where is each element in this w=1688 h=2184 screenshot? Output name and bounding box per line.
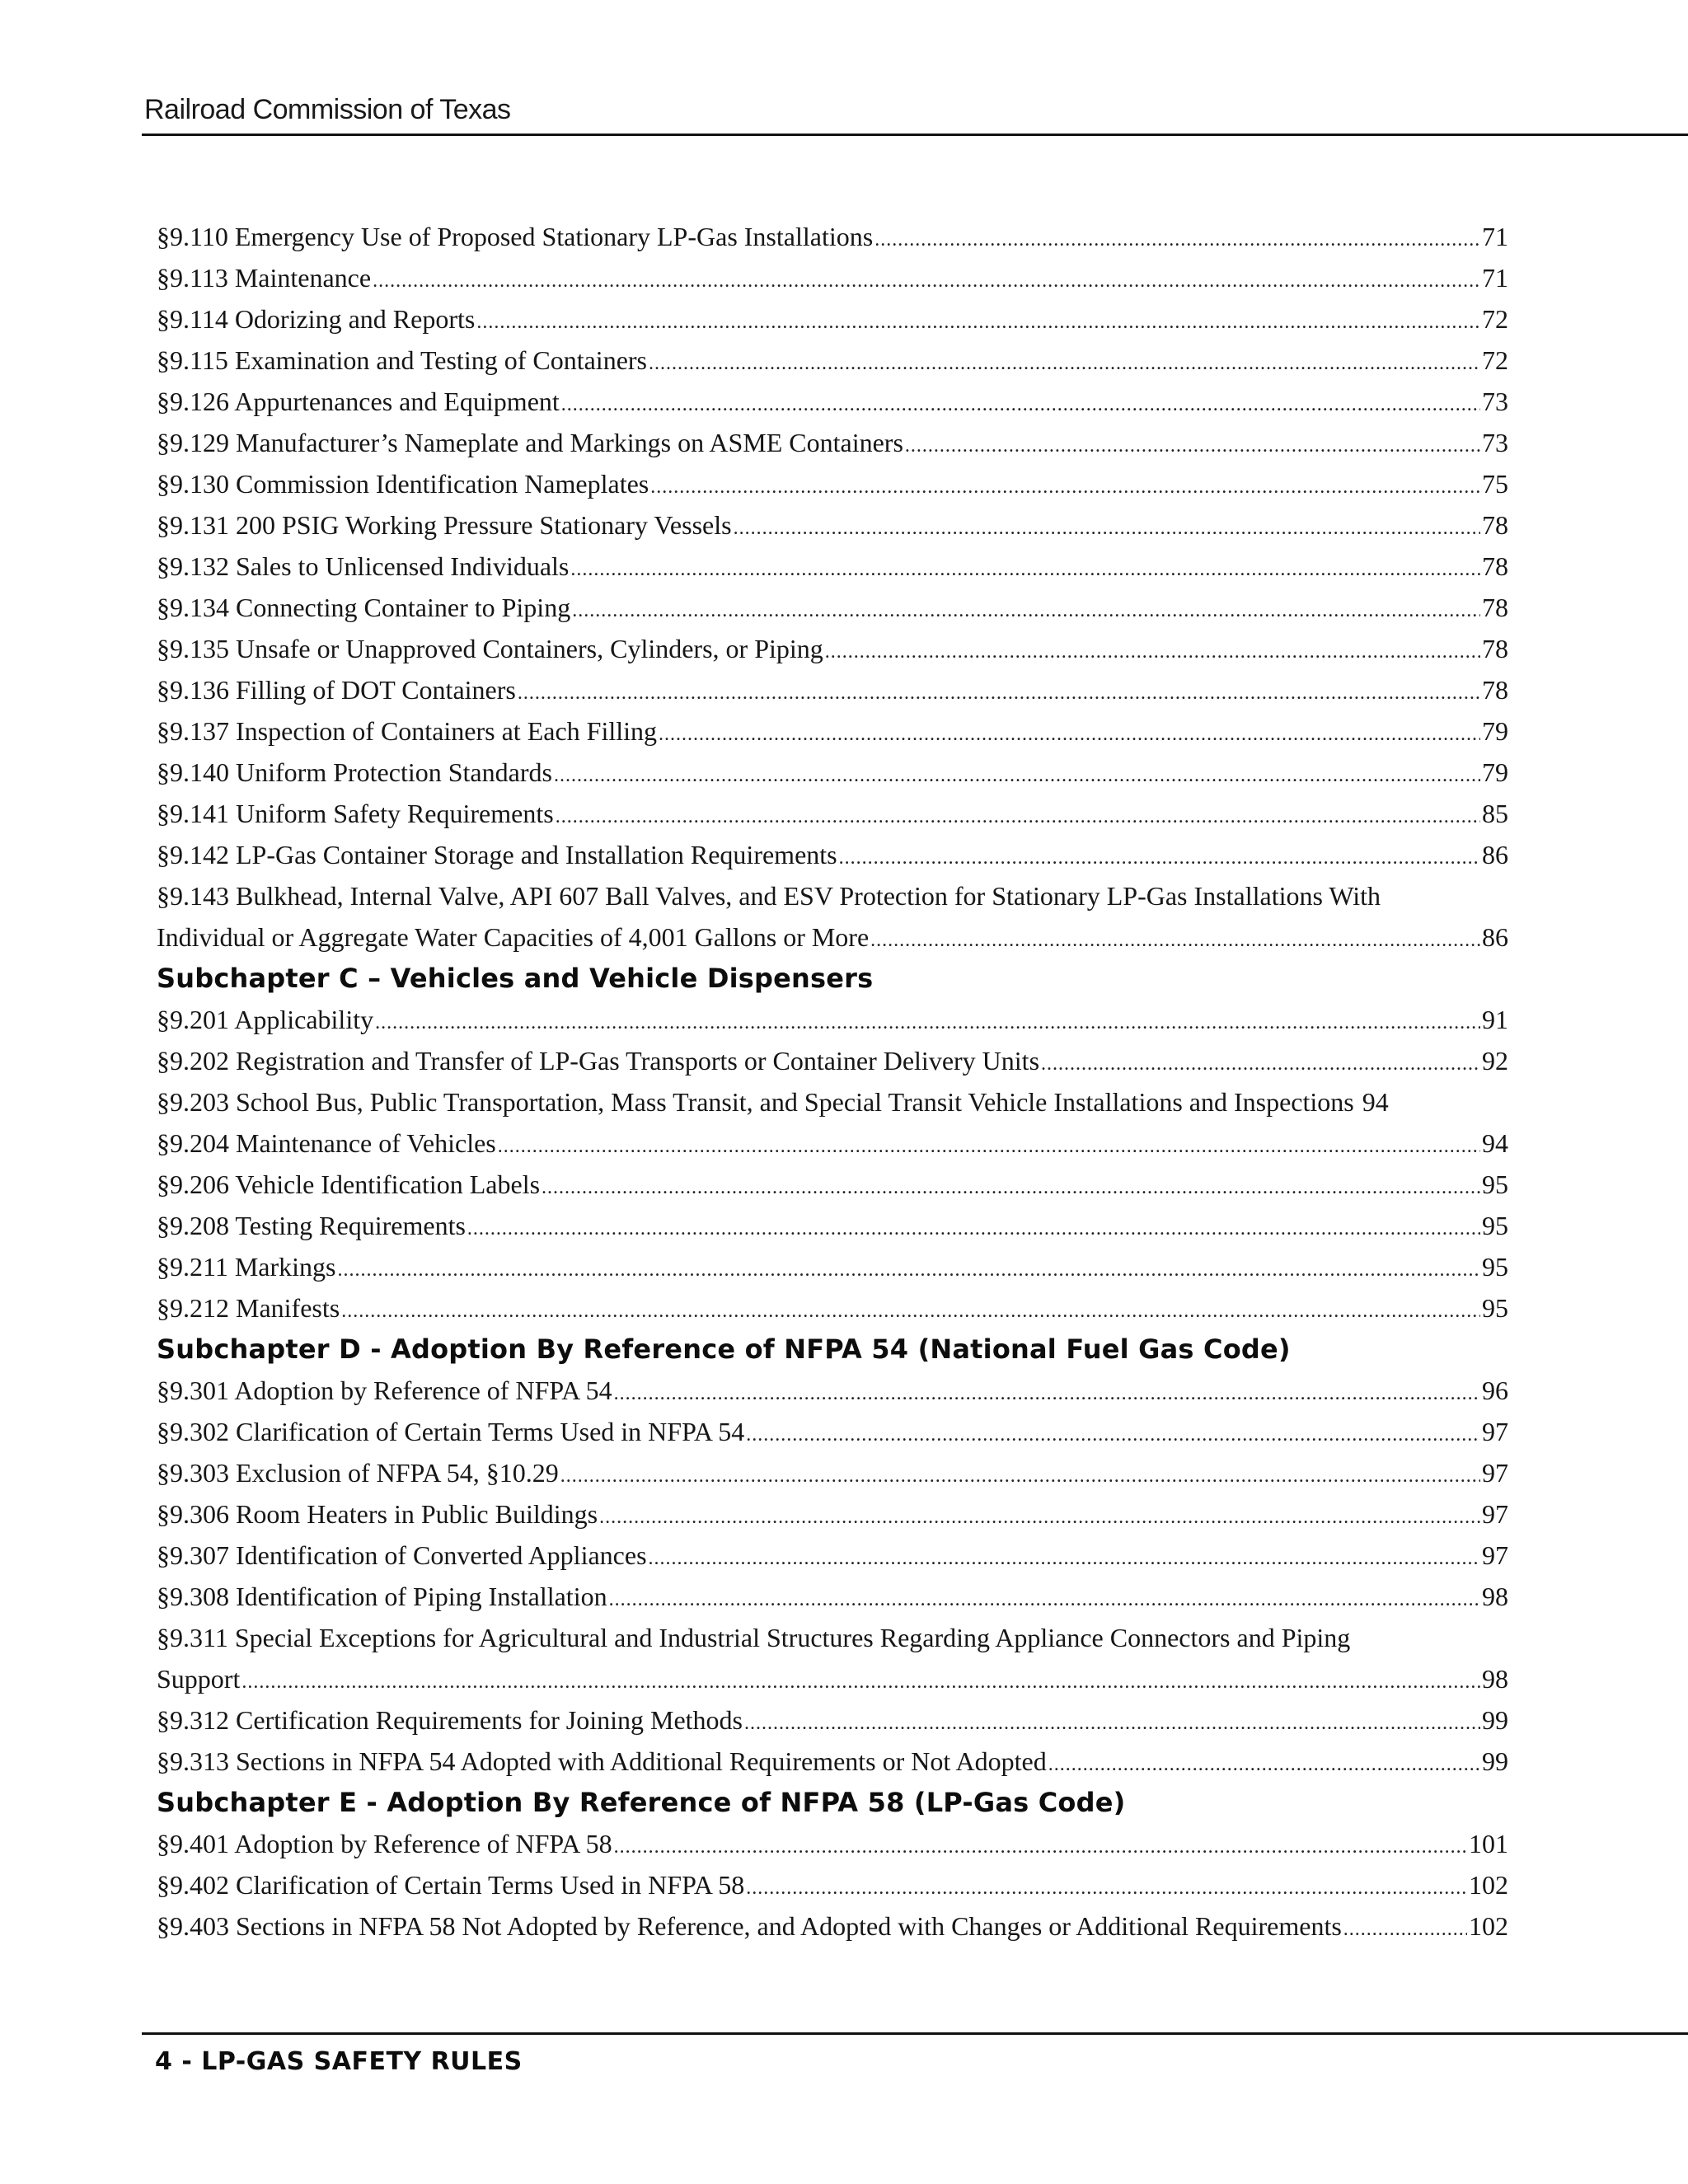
dot-leader — [556, 796, 1480, 837]
toc-entry — [157, 422, 1508, 463]
dot-leader — [572, 590, 1480, 631]
toc-entry-title-continued: Individual or Aggregate Water Capacities of 4,001 Gallons or More — [157, 922, 870, 952]
subchapter-heading: Subchapter E - Adoption By Reference of NFPA 58 (LP-Gas Code) — [157, 1787, 1126, 1818]
dot-leader — [614, 1373, 1480, 1414]
toc-entry-title: §9.143 Bulkhead, Internal Valve, API 607 Ball Valves, and ESV Protection for Stationary LP-Gas Installations With — [157, 881, 1381, 911]
toc-entry-page: 95 — [1482, 1211, 1508, 1240]
toc-entry-title: §9.211 Markings — [157, 1252, 336, 1282]
toc-entry-page: 102 — [1469, 1911, 1508, 1941]
toc-entry-page: 78 — [1482, 593, 1508, 622]
toc-entry — [157, 628, 1508, 669]
toc-entry — [157, 546, 1508, 587]
toc-entry-page: 97 — [1482, 1458, 1508, 1488]
dot-leader — [554, 755, 1480, 796]
toc-entry-title: §9.403 Sections in NFPA 58 Not Adopted by Reference, and Adopted with Changes or Additional Requirements — [157, 1911, 1342, 1941]
toc-entry-page: 72 — [1482, 304, 1508, 334]
toc-entry-title: §9.136 Filling of DOT Containers — [157, 675, 516, 705]
toc-entry-page: 73 — [1482, 387, 1508, 416]
dot-leader — [649, 1538, 1480, 1579]
toc-entry-page: 98 — [1482, 1582, 1508, 1611]
toc-entry — [157, 340, 1508, 381]
dot-leader — [337, 1249, 1480, 1291]
dot-leader — [570, 549, 1480, 590]
toc-entry-page: 71 — [1482, 263, 1508, 293]
toc-entry-title: §9.132 Sales to Unlicensed Individuals — [157, 551, 570, 581]
toc-entry-page: 94 — [1362, 1087, 1389, 1117]
dot-leader — [650, 466, 1480, 508]
dot-leader — [659, 714, 1480, 755]
subchapter-heading: Subchapter D - Adoption By Reference of NFPA 54 (National Fuel Gas Code) — [157, 1333, 1291, 1365]
toc-entry-page: 97 — [1482, 1417, 1508, 1446]
toc-entry-page: 91 — [1482, 1005, 1508, 1034]
toc-entry-page: 75 — [1482, 469, 1508, 499]
toc-entry — [157, 1287, 1508, 1329]
toc-entry — [157, 1823, 1508, 1864]
page-footer: 4 - LP-GAS SAFETY RULES — [155, 2047, 523, 2076]
toc-entry-title: §9.307 Identification of Converted Appliances — [157, 1540, 647, 1570]
toc-entry-title: §9.141 Uniform Safety Requirements — [157, 799, 554, 828]
dot-leader — [905, 425, 1480, 466]
toc-entry-page: 78 — [1482, 510, 1508, 540]
toc-entry-title: §9.137 Inspection of Containers at Each Filling — [157, 716, 657, 746]
dot-leader — [825, 631, 1480, 673]
toc-entry-page: 78 — [1482, 634, 1508, 663]
toc-entry-page: 95 — [1482, 1293, 1508, 1323]
toc-entry-title: §9.129 Manufacturer’s Nameplate and Markings on ASME Containers — [157, 428, 903, 457]
toc-entry — [157, 1699, 1508, 1741]
toc-entry — [157, 1452, 1508, 1493]
dot-leader — [1041, 1043, 1480, 1085]
toc-entry — [157, 463, 1508, 504]
toc-entry — [157, 710, 1508, 752]
toc-entry-line — [157, 1617, 1508, 1658]
subchapter-heading: Subchapter C – Vehicles and Vehicle Dispensers — [157, 963, 874, 994]
dot-leader — [241, 1661, 1480, 1703]
toc-entry — [157, 752, 1508, 793]
toc-entry-title: §9.306 Room Heaters in Public Buildings — [157, 1499, 598, 1529]
toc-entry-title: §9.126 Appurtenances and Equipment — [157, 387, 560, 416]
toc-entry — [157, 1122, 1508, 1164]
toc-entry-title: §9.302 Clarification of Certain Terms Used in NFPA 54 — [157, 1417, 745, 1446]
table-of-contents — [157, 216, 1508, 1947]
toc-entry — [157, 1411, 1508, 1452]
toc-entry-page: 86 — [1482, 840, 1508, 869]
toc-entry-line — [157, 1658, 1508, 1699]
toc-entry — [157, 669, 1508, 710]
dot-leader — [341, 1291, 1480, 1332]
dot-leader — [609, 1579, 1480, 1620]
header-rule — [142, 134, 1688, 136]
toc-entry — [157, 1205, 1508, 1246]
dot-leader — [476, 302, 1480, 343]
dot-leader — [1343, 1909, 1467, 1950]
toc-entry — [157, 298, 1508, 340]
toc-entry — [157, 1081, 1508, 1122]
dot-leader — [870, 920, 1480, 961]
toc-entry-page: 94 — [1482, 1128, 1508, 1158]
toc-entry-page: 95 — [1482, 1169, 1508, 1199]
toc-entry — [157, 1164, 1508, 1205]
toc-entry-title: §9.313 Sections in NFPA 54 Adopted with Additional Requirements or Not Adopted — [157, 1746, 1047, 1776]
toc-entry-page: 78 — [1482, 675, 1508, 705]
toc-entry-page: 97 — [1482, 1499, 1508, 1529]
toc-entry — [157, 1864, 1508, 1905]
toc-entry-page: 98 — [1482, 1664, 1508, 1694]
dot-leader — [373, 260, 1480, 302]
toc-entry — [157, 381, 1508, 422]
toc-entry-title: §9.212 Manifests — [157, 1293, 340, 1323]
toc-entry-line — [157, 875, 1508, 916]
toc-entry-page: 97 — [1482, 1540, 1508, 1570]
toc-entry — [157, 793, 1508, 834]
toc-entry — [157, 834, 1508, 875]
toc-entry-page: 71 — [1482, 222, 1508, 251]
toc-entry-page: 92 — [1482, 1046, 1508, 1076]
dot-leader — [614, 1826, 1467, 1868]
dot-leader — [744, 1703, 1480, 1744]
toc-entry-title: §9.312 Certification Requirements for Joining Methods — [157, 1705, 743, 1735]
toc-entry-title: §9.208 Testing Requirements — [157, 1211, 466, 1240]
footer-rule — [142, 2032, 1688, 2035]
toc-entry-title: §9.135 Unsafe or Unapproved Containers, Cylinders, or Piping — [157, 634, 823, 663]
toc-entry-title: §9.134 Connecting Container to Piping — [157, 593, 571, 622]
toc-entry-title: §9.204 Maintenance of Vehicles — [157, 1128, 496, 1158]
toc-entry — [157, 1040, 1508, 1081]
dot-leader — [839, 837, 1480, 879]
toc-entry-title: §9.311 Special Exceptions for Agricultural and Industrial Structures Regarding Appliance Connectors and Piping — [157, 1623, 1351, 1652]
toc-entry — [157, 1576, 1508, 1617]
dot-leader — [649, 343, 1480, 384]
toc-entry-page: 73 — [1482, 428, 1508, 457]
dot-leader — [375, 1002, 1480, 1043]
dot-leader — [467, 1208, 1480, 1249]
dot-leader — [734, 508, 1480, 549]
toc-entry-page: 85 — [1482, 799, 1508, 828]
toc-entry — [157, 1741, 1508, 1782]
toc-entry — [157, 1493, 1508, 1535]
toc-entry-line — [157, 916, 1508, 958]
running-header-title: Railroad Commission of Texas — [144, 94, 511, 125]
toc-entry-page: 96 — [1482, 1376, 1508, 1405]
toc-entry-page: 101 — [1469, 1829, 1508, 1858]
toc-entry-page: 79 — [1482, 757, 1508, 787]
toc-entry — [157, 504, 1508, 546]
dot-leader — [746, 1414, 1480, 1455]
toc-entry-title: §9.115 Examination and Testing of Containers — [157, 345, 647, 375]
toc-entry — [157, 1370, 1508, 1411]
toc-entry-title: §9.401 Adoption by Reference of NFPA 58 — [157, 1829, 612, 1858]
toc-entry-title: §9.142 LP-Gas Container Storage and Installation Requirements — [157, 840, 837, 869]
dot-leader — [560, 1455, 1480, 1497]
dot-leader — [599, 1497, 1480, 1538]
toc-entry — [157, 1905, 1508, 1947]
toc-entry-title: §9.140 Uniform Protection Standards — [157, 757, 552, 787]
toc-entry-title: §9.131 200 PSIG Working Pressure Stationary Vessels — [157, 510, 732, 540]
dot-leader — [1048, 1744, 1480, 1785]
toc-entry-title: §9.301 Adoption by Reference of NFPA 54 — [157, 1376, 612, 1405]
toc-entry-page: 99 — [1482, 1705, 1508, 1735]
dot-leader — [518, 673, 1480, 714]
toc-entry-title: §9.206 Vehicle Identification Labels — [157, 1169, 541, 1199]
toc-entry — [157, 999, 1508, 1040]
toc-entry-page: 79 — [1482, 716, 1508, 746]
toc-entry — [157, 587, 1508, 628]
dot-leader — [746, 1868, 1467, 1909]
toc-entry-page: 102 — [1469, 1870, 1508, 1900]
toc-entry-page: 78 — [1482, 551, 1508, 581]
dot-leader — [561, 384, 1480, 425]
toc-entry-title: §9.114 Odorizing and Reports — [157, 304, 476, 334]
toc-entry-page: 86 — [1482, 922, 1508, 952]
toc-entry-title: §9.203 School Bus, Public Transportation, Mass Transit, and Special Transit Vehicle Installations and Inspections — [157, 1087, 1354, 1117]
toc-entry — [157, 216, 1508, 257]
toc-entry — [157, 257, 1508, 298]
toc-entry — [157, 1246, 1508, 1287]
toc-entry-title: §9.303 Exclusion of NFPA 54, §10.29 — [157, 1458, 559, 1488]
toc-entry-title: §9.113 Maintenance — [157, 263, 372, 293]
dot-leader — [542, 1167, 1480, 1208]
toc-entry-page: 99 — [1482, 1746, 1508, 1776]
toc-entry-title: §9.202 Registration and Transfer of LP-Gas Transports or Container Delivery Units — [157, 1046, 1040, 1076]
dot-leader — [498, 1126, 1480, 1167]
toc-entry-title: §9.402 Clarification of Certain Terms Used in NFPA 58 — [157, 1870, 745, 1900]
toc-entry-page: 95 — [1482, 1252, 1508, 1282]
toc-entry — [157, 1535, 1508, 1576]
toc-entry-title: §9.130 Commission Identification Nameplates — [157, 469, 649, 499]
toc-entry-title: §9.201 Applicability — [157, 1005, 374, 1034]
toc-entry-title: §9.308 Identification of Piping Installation — [157, 1582, 607, 1611]
dot-leader — [874, 219, 1480, 260]
toc-entry-page: 72 — [1482, 345, 1508, 375]
toc-entry-title: §9.110 Emergency Use of Proposed Stationary LP-Gas Installations — [157, 222, 874, 251]
toc-entry-title-continued: Support — [157, 1664, 241, 1694]
